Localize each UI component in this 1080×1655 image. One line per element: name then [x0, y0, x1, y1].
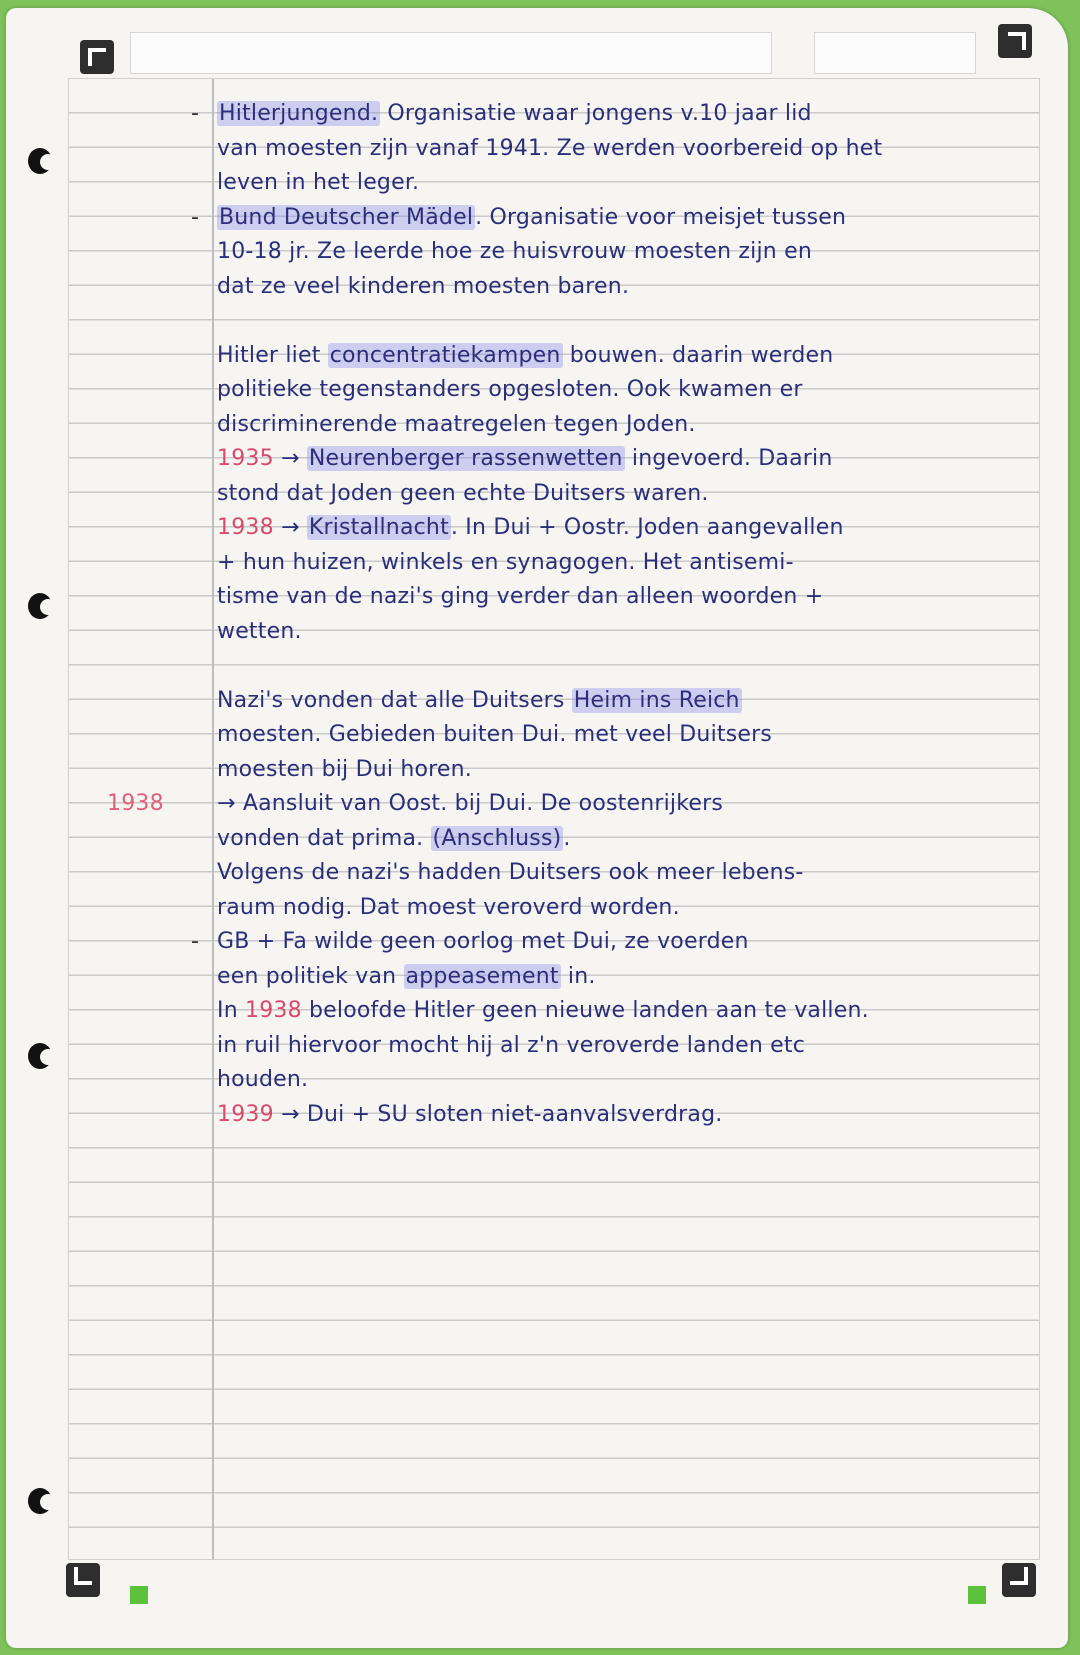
note-line [217, 235, 1027, 270]
green-square-icon [968, 1586, 986, 1604]
note-text: dat ze veel kinderen moesten baren. [217, 273, 630, 299]
note-text: . [563, 825, 571, 851]
note-line [217, 960, 1027, 995]
note-text: moesten bij Dui horen. [217, 756, 472, 782]
margin-line [212, 79, 214, 1559]
blank-line [217, 649, 1027, 684]
note-line [107, 787, 1027, 822]
punch-hole-icon [28, 148, 52, 174]
punch-hole-icon [28, 593, 52, 619]
highlighted-term: Kristallnacht [308, 515, 449, 540]
note-text: In [217, 998, 246, 1023]
lined-sheet [68, 78, 1040, 1560]
note-line [217, 718, 1027, 753]
note-line [217, 270, 1027, 305]
note-line [217, 822, 1027, 857]
note-line [217, 442, 1027, 477]
highlighted-term: Heim ins Reich [573, 687, 740, 713]
note-text: in. [560, 963, 596, 989]
note-line [217, 339, 1027, 374]
note-text: discriminerende maatregelen tegen Joden. [217, 411, 696, 437]
note-text: ingevoerd. Daarin [624, 446, 833, 471]
note-line [217, 891, 1027, 926]
year-label: 1938 [217, 515, 274, 540]
margin-year: 1938 [107, 791, 164, 816]
highlighted-term: Bund Deutscher Mädel [219, 204, 474, 230]
bullet-dash: - [191, 101, 200, 126]
punch-hole-icon [28, 1488, 52, 1514]
corner-marker-bottom-left-icon [66, 1563, 100, 1597]
note-line [217, 684, 1027, 719]
bullet-dash: - [191, 929, 200, 954]
note-line [217, 511, 1027, 546]
blank-line [217, 304, 1027, 339]
punch-hole-icon [28, 1043, 52, 1069]
highlighted-term: appeasement [405, 963, 559, 989]
note-text: → Aansluit van Oost. bij Dui. De oostenrijkers [217, 791, 724, 816]
note-text: vonden dat prima. [217, 825, 431, 851]
note-text: moesten. Gebieden buiten Dui. met veel Duitsers [217, 722, 773, 747]
highlighted-term: concentratiekampen [329, 342, 561, 368]
note-line [191, 201, 1027, 236]
note-text: Organisatie waar jongens v.10 jaar lid [380, 101, 812, 126]
highlighted-term: Neurenberger rassenwetten [308, 446, 623, 471]
note-text: leven in het leger. [217, 170, 420, 195]
corner-marker-top-right-icon [998, 24, 1032, 58]
bullet-dash: - [191, 204, 200, 230]
corner-marker-top-left-icon [80, 40, 114, 74]
note-line [191, 97, 1027, 132]
highlighted-term: Hitlerjungend. [219, 101, 379, 126]
note-text: 10-18 jr. Ze leerde hoe ze huisvrouw moesten zijn en [217, 239, 812, 264]
note-line [217, 408, 1027, 443]
note-text: tisme van de nazi's ging verder dan alleen woorden + [217, 584, 824, 609]
note-text: . Organisatie voor meisjet tussen [475, 204, 847, 230]
corner-marker-bottom-right-icon [1002, 1563, 1036, 1597]
note-line [217, 856, 1027, 891]
note-line [217, 132, 1027, 167]
note-text: → Dui + SU sloten niet-aanvalsverdrag. [273, 1101, 723, 1127]
note-line [217, 477, 1027, 512]
year-label: 1938 [245, 998, 302, 1023]
note-text: stond dat Joden geen echte Duitsers waren. [217, 480, 709, 506]
note-line [217, 373, 1027, 408]
note-line [217, 753, 1027, 788]
note-line [217, 1098, 1027, 1133]
note-text: . In Dui + Oostr. Joden aangevallen [450, 515, 844, 540]
note-text: Hitler liet [217, 342, 328, 368]
note-line [217, 994, 1027, 1029]
note-text: raum nodig. Dat moest veroverd worden. [217, 894, 680, 920]
note-text: bouwen. daarin werden [562, 342, 834, 368]
note-line [217, 580, 1027, 615]
note-text: van moesten zijn vanaf 1941. Ze werden voorbereid op het [217, 135, 883, 161]
note-text: houden. [217, 1067, 309, 1092]
year-label: 1935 [217, 446, 274, 471]
note-text: Volgens de nazi's hadden Duitsers ook meer lebens- [217, 860, 804, 885]
notebook-page [6, 8, 1068, 1648]
handwritten-notes [107, 97, 1027, 1132]
note-line [217, 166, 1027, 201]
note-line [217, 615, 1027, 650]
note-text: een politiek van [217, 963, 404, 989]
note-text: → [273, 515, 307, 540]
note-line [217, 1063, 1027, 1098]
highlighted-term: (Anschluss) [432, 825, 562, 851]
green-square-icon [130, 1586, 148, 1604]
note-text: wetten. [217, 618, 302, 644]
note-line [217, 1029, 1027, 1064]
note-line [217, 546, 1027, 581]
note-text: beloofde Hitler geen nieuwe landen aan te vallen. [301, 998, 869, 1023]
note-line [191, 925, 1027, 960]
header-field-right [814, 32, 976, 74]
note-text: Nazi's vonden dat alle Duitsers [217, 687, 572, 713]
note-text: politieke tegenstanders opgesloten. Ook kwamen er [217, 377, 803, 402]
note-text: + hun huizen, winkels en synagogen. Het antisemi- [217, 549, 794, 575]
year-label: 1939 [217, 1101, 274, 1127]
header-field-left [130, 32, 772, 74]
note-text: GB + Fa wilde geen oorlog met Dui, ze voerden [217, 929, 749, 954]
note-text: in ruil hiervoor mocht hij al z'n veroverde landen etc [217, 1032, 806, 1058]
note-text: → [273, 446, 307, 471]
